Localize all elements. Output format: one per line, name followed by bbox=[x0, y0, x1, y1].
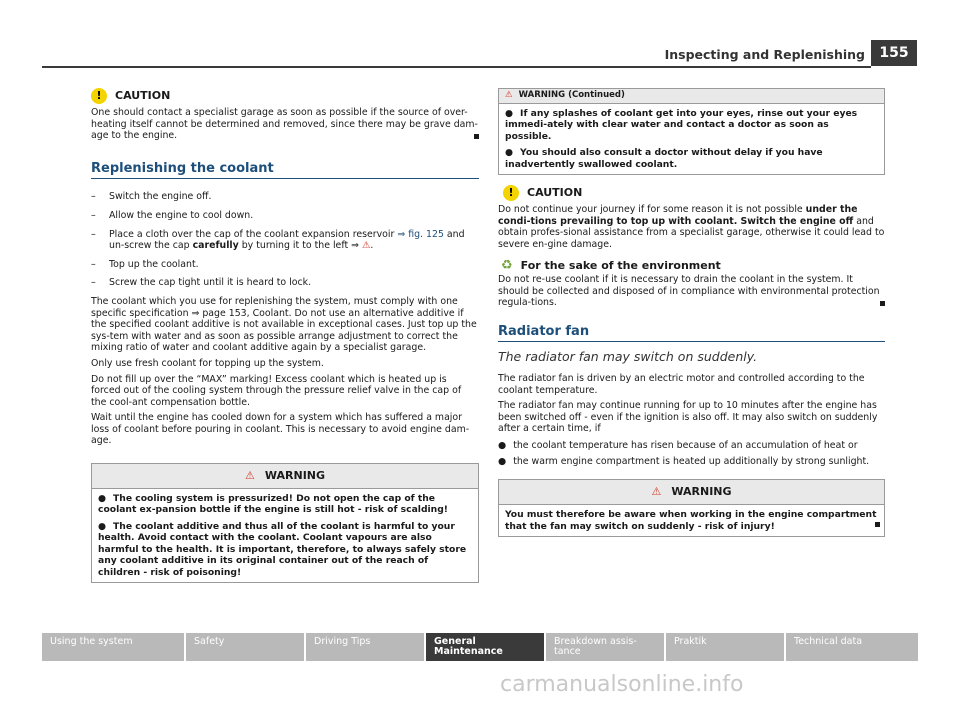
page-header-title: Inspecting and Replenishing bbox=[664, 47, 865, 62]
warning-item: ● You should also consult a doctor without delay if you have inadvertently swallowed coolant. bbox=[505, 147, 823, 170]
paragraph: The radiator fan may continue running for up to 10 minutes after the engine has been switched off - even if the ignition is also off. It may also switch on suddenly after a certain time, if bbox=[498, 400, 878, 435]
section-subtitle: The radiator fan may switch on suddenly. bbox=[498, 349, 758, 365]
recycle-icon: ♻ bbox=[501, 258, 513, 274]
right-column bbox=[498, 88, 885, 537]
warning-title: WARNING bbox=[671, 485, 732, 499]
left-column bbox=[91, 88, 479, 583]
figure-link[interactable]: ⇒ fig. 125 bbox=[397, 228, 444, 240]
list-item: – Switch the engine off. bbox=[91, 191, 479, 203]
warning-triangle-icon[interactable]: ⚠ bbox=[361, 240, 371, 252]
warning-item: ● The cooling system is pressurized! Do not open the cap of the coolant ex-pansion bottle if the engine is still hot - risk of scalding! bbox=[98, 493, 448, 516]
paragraph: Do not fill up over the “MAX” marking! Excess coolant which is heated up is forced out of the cooling system through the pressure relief valve in the cap of the cool-ant compensation bottle. bbox=[91, 373, 462, 408]
nav-tab-safety[interactable]: Safety bbox=[186, 633, 304, 661]
list-item: – Place a cloth over the cap of the coolant expansion reservoir ⇒ fig. 125 and un-screw the cap carefully by turning it to the left ⇒ ⚠. bbox=[91, 229, 479, 252]
step-list bbox=[91, 191, 479, 289]
paragraph: Wait until the engine has cooled down for a system which has suffered a major loss of coolant before pouring in coolant. This is necessary to avoid engine dam-age. bbox=[91, 412, 470, 447]
warning-continued-heading bbox=[499, 89, 884, 104]
environment-heading bbox=[501, 260, 885, 272]
environment-title: For the sake of the environment bbox=[520, 259, 721, 273]
list-item: ● the coolant temperature has risen because of an accumulation of heat or bbox=[498, 439, 858, 451]
list-item: – Top up the coolant. bbox=[91, 259, 479, 271]
list-item: ● the warm engine compartment is heated up additionally by strong sunlight. bbox=[498, 455, 870, 467]
end-mark-icon bbox=[875, 522, 880, 527]
section-rule bbox=[498, 341, 885, 342]
warning-continued-box bbox=[498, 88, 885, 175]
caution-text: One should contact a specialist garage as soon as possible if the source of over-heating itself cannot be determined and removed, since there may be grave dam-age to the engine. bbox=[91, 107, 478, 142]
section-title: Radiator fan bbox=[498, 323, 590, 339]
nav-tab-breakdown-assistance[interactable]: Breakdown assis-tance bbox=[546, 633, 664, 661]
warning-title: WARNING bbox=[264, 469, 326, 483]
warning-body bbox=[92, 489, 478, 582]
caution-heading bbox=[503, 185, 885, 201]
nav-tab-using-the-system[interactable]: Using the system bbox=[42, 633, 184, 661]
list-item: – Screw the cap tight until it is heard to lock. bbox=[91, 277, 479, 289]
caution-icon: ! bbox=[91, 88, 107, 104]
warning-triangle-icon: ⚠ bbox=[505, 90, 513, 101]
section-title: Replenishing the coolant bbox=[91, 160, 274, 176]
warning-body bbox=[499, 505, 884, 536]
environment-text: Do not re-use coolant if it is necessary to drain the coolant in the system. It should be collected and disposed of in compliance with environmental protection regula-tions. bbox=[498, 274, 885, 309]
nav-tab-general-maintenance[interactable]: General Maintenance bbox=[426, 633, 544, 661]
caution-heading bbox=[91, 88, 479, 104]
warning-heading bbox=[92, 464, 478, 489]
warning-heading bbox=[499, 480, 884, 505]
paragraph: The coolant which you use for replenishing the system, must comply with one specific specification ⇒ page 153, Coolant. Do not use an alternative additive if the specified coolant additive is not available in exceptional cases. Just top up the sys-tem with water and as soon as possible arrange adjustment to correct the mixing ratio of water and coolant additive again by a specialist garage. bbox=[91, 295, 477, 354]
chapter-nav bbox=[42, 633, 918, 661]
section-rule bbox=[91, 178, 479, 179]
list-item: – Allow the engine to cool down. bbox=[91, 210, 479, 222]
warning-item: ● The coolant additive and thus all of the coolant is harmful to your health. Avoid contact with the coolant. Coolant vapours are also harmful to the health. It is important, therefore, to always safely store any coolant additive in its original container out of the reach of children - risk of poisoning! bbox=[98, 520, 467, 578]
warning-item: ● If any splashes of coolant get into your eyes, rinse out your eyes immedi-ately with clear water and contact a doctor as soon as possible. bbox=[505, 108, 858, 142]
nav-tab-technical-data[interactable]: Technical data bbox=[786, 633, 918, 661]
header-rule bbox=[42, 66, 871, 68]
warning-triangle-icon: ⚠ bbox=[244, 469, 255, 483]
caution-text: Do not continue your journey if for some reason it is not possible under the condi-tions prevailing to top up with coolant. Switch the engine off and obtain profes-sional assistance from a specialist garage, otherwise it could lead to severe en-gine damage. bbox=[498, 204, 885, 250]
end-mark-icon bbox=[474, 134, 479, 139]
paragraph: The radiator fan is driven by an electric motor and controlled according to the coolant temperature. bbox=[498, 372, 865, 396]
warning-box bbox=[498, 479, 885, 537]
caution-title: CAUTION bbox=[527, 186, 583, 200]
caution-icon: ! bbox=[503, 185, 519, 201]
warning-triangle-icon: ⚠ bbox=[651, 485, 662, 499]
watermark: carmanualsonline.info bbox=[500, 672, 744, 697]
warning-continued-title: WARNING (Continued) bbox=[518, 90, 625, 101]
caution-title: CAUTION bbox=[115, 89, 171, 103]
paragraph: Only use fresh coolant for topping up the system. bbox=[91, 357, 324, 369]
warning-continued-body bbox=[499, 104, 884, 174]
warning-box bbox=[91, 463, 479, 583]
warning-text: You must therefore be aware when working in the engine compartment that the fan may switch on suddenly - risk of injury! bbox=[505, 509, 877, 532]
nav-tab-praktik[interactable]: Praktik bbox=[666, 633, 784, 661]
page-number: 155 bbox=[871, 40, 917, 66]
nav-tab-driving-tips[interactable]: Driving Tips bbox=[306, 633, 424, 661]
end-mark-icon bbox=[880, 301, 885, 306]
